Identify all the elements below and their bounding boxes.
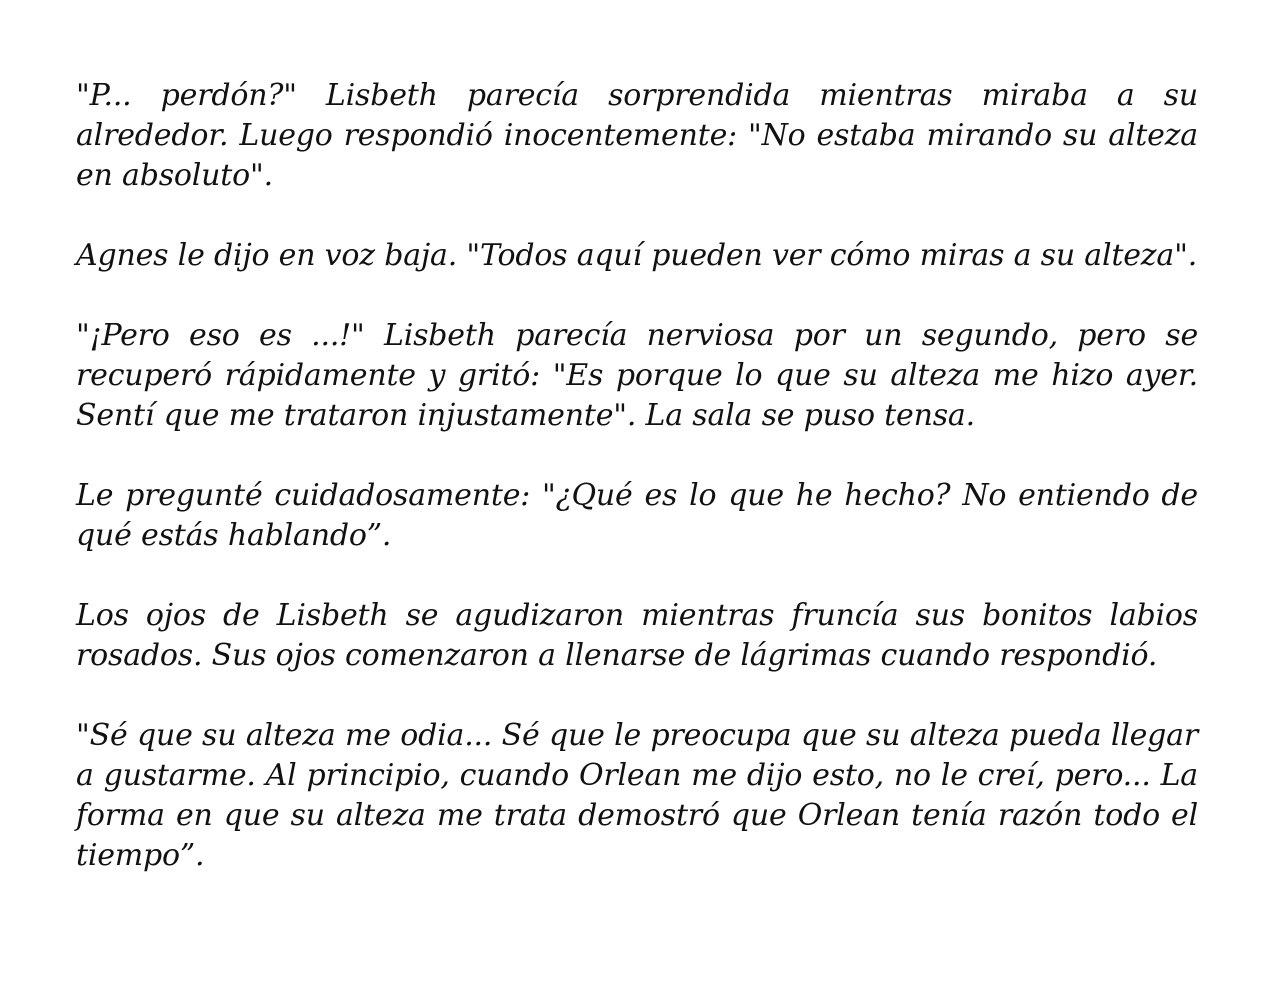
- paragraph-5: Los ojos de Lisbeth se agudizaron mientras fruncía sus bonitos labios rosados. Sus ojos comenzaron a llenarse de lágrimas cuando respondió.: [76, 598, 1198, 673]
- paragraph-4: Le pregunté cuidadosamente: "¿Qué es lo que he hecho? No entiendo de qué estás hablando”.: [76, 478, 1198, 553]
- paragraph-6: "Sé que su alteza me odia... Sé que le preocupa que su alteza pueda llegar a gustarme. Al principio, cuando Orlean me dijo esto, no le creí, pero... La forma en que su alteza me trata demostró que Orlean tenía razón todo el tiempo”.: [76, 718, 1198, 873]
- paragraph-3: "¡Pero eso es ...!" Lisbeth parecía nerviosa por un segundo, pero se recuperó rápidamente y gritó: "Es porque lo que su alteza me hizo ayer. Sentí que me trataron injustamente". La sala se puso tensa.: [76, 318, 1198, 433]
- paragraph-2: Agnes le dijo en voz baja. "Todos aquí pueden ver cómo miras a su alteza".: [76, 238, 1198, 273]
- paragraph-1: "P... perdón?" Lisbeth parecía sorprendida mientras miraba a su alrededor. Luego respondió inocentemente: "No estaba mirando su alteza en absoluto".: [76, 78, 1198, 193]
- document-page: [76, 76, 1198, 916]
